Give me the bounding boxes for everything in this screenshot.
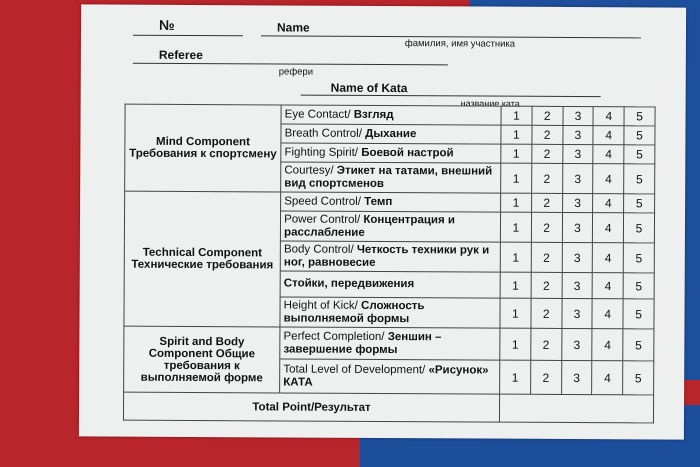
- score-cell[interactable]: 1: [501, 144, 532, 163]
- criterion-label: Total Level of Development/ «Рисунок» КАТА: [280, 359, 500, 394]
- score-cell[interactable]: 5: [624, 126, 655, 145]
- criterion-label: Perfect Completion/ Зеншин – завершение формы: [280, 327, 500, 360]
- score-cell[interactable]: 2: [532, 106, 563, 125]
- score-cell[interactable]: 3: [562, 193, 593, 212]
- score-cell[interactable]: 2: [531, 193, 562, 212]
- score-cell[interactable]: 1: [500, 272, 531, 298]
- score-cell[interactable]: 5: [624, 213, 655, 243]
- score-cell[interactable]: 1: [501, 163, 532, 193]
- score-cell[interactable]: 2: [530, 360, 561, 394]
- group-spirit-body: Spirit and Body Component Общие требования к выполняемой форме: [124, 326, 280, 393]
- score-cell[interactable]: 3: [561, 360, 592, 394]
- group-mind: Mind Component Требования к спортсмену: [125, 104, 282, 192]
- score-cell[interactable]: 2: [531, 212, 562, 242]
- score-cell[interactable]: 3: [562, 144, 593, 163]
- total-value-cell[interactable]: [499, 394, 653, 423]
- criterion-label: Breath Control/ Дыхание: [281, 124, 501, 144]
- score-cell[interactable]: 5: [623, 329, 654, 361]
- score-cell[interactable]: 5: [623, 243, 654, 273]
- score-cell[interactable]: 1: [500, 328, 531, 360]
- score-cell[interactable]: 4: [592, 329, 623, 361]
- score-cell[interactable]: 2: [532, 125, 563, 144]
- score-cell[interactable]: 4: [592, 273, 623, 299]
- referee-subtitle: рефери: [278, 66, 314, 78]
- score-sheet: [79, 4, 686, 439]
- kata-line: [301, 95, 601, 98]
- criterion-label: Fighting Spirit/ Боевой настрой: [281, 143, 501, 163]
- table-row: [125, 104, 655, 126]
- score-cell[interactable]: 2: [531, 298, 562, 328]
- table-row: [125, 191, 655, 213]
- kata-subtitle: название ката: [460, 98, 520, 109]
- score-cell[interactable]: 1: [500, 360, 531, 394]
- criterion-label: Power Control/ Концентрация и расслабление: [281, 211, 501, 242]
- score-cell[interactable]: 2: [531, 242, 562, 272]
- score-cell[interactable]: 2: [532, 144, 563, 163]
- kata-label: Name of Kata: [330, 80, 408, 96]
- total-label: Total Point/Результат: [123, 392, 499, 422]
- criterion-label: Body Control/ Четкость техники рук и ног, равновесие: [280, 241, 500, 272]
- score-cell[interactable]: 3: [562, 298, 593, 328]
- table-row: [124, 326, 654, 361]
- referee-line: [133, 63, 448, 66]
- score-cell[interactable]: 5: [624, 194, 655, 213]
- score-cell[interactable]: 3: [562, 163, 593, 193]
- criterion-label: Courtesy/ Этикет на татами, внешний вид спортсменов: [281, 162, 501, 193]
- score-cell[interactable]: 3: [562, 125, 593, 144]
- criterion-label: Стойки, передвижения: [280, 271, 500, 298]
- referee-label: Referee: [158, 47, 203, 63]
- score-cell[interactable]: 5: [624, 145, 655, 164]
- number-line: [133, 35, 243, 37]
- criterion-label: Eye Contact/ Взгляд: [281, 105, 501, 125]
- score-cell[interactable]: 4: [593, 126, 624, 145]
- table-row: [123, 392, 653, 423]
- criterion-label: Speed Control/ Темп: [281, 192, 501, 212]
- score-cell[interactable]: 3: [562, 212, 593, 242]
- score-cell[interactable]: 3: [561, 328, 592, 360]
- score-cell[interactable]: 3: [563, 106, 594, 125]
- score-cell[interactable]: 2: [531, 163, 562, 193]
- score-cell[interactable]: 4: [592, 299, 623, 329]
- score-cell[interactable]: 5: [624, 107, 655, 126]
- criterion-label: Height of Kick/ Сложность выполняемой формы: [280, 297, 500, 328]
- score-cell[interactable]: 4: [593, 194, 624, 213]
- score-cell[interactable]: 1: [501, 125, 532, 144]
- score-cell[interactable]: 1: [500, 298, 531, 328]
- score-cell[interactable]: 4: [593, 164, 624, 194]
- score-cell[interactable]: 5: [623, 273, 654, 299]
- score-cell[interactable]: 2: [531, 272, 562, 298]
- score-cell[interactable]: 3: [562, 242, 593, 272]
- score-cell[interactable]: 2: [531, 328, 562, 360]
- score-cell[interactable]: 5: [623, 361, 654, 395]
- score-cell[interactable]: 1: [501, 193, 532, 212]
- score-cell[interactable]: 5: [624, 164, 655, 194]
- score-cell[interactable]: 1: [501, 106, 532, 125]
- name-subtitle: фамилия, имя участника: [404, 38, 516, 50]
- score-cell[interactable]: 5: [623, 299, 654, 329]
- score-table: [123, 104, 656, 424]
- name-label: Name: [276, 20, 310, 35]
- score-cell[interactable]: 1: [500, 212, 531, 242]
- score-cell[interactable]: 1: [500, 242, 531, 272]
- score-cell[interactable]: 4: [593, 243, 624, 273]
- score-cell[interactable]: 4: [593, 107, 624, 126]
- score-cell[interactable]: 4: [593, 145, 624, 164]
- score-cell[interactable]: 3: [562, 272, 593, 298]
- group-technical: Technical Component Технические требования: [124, 191, 281, 327]
- number-label: №: [158, 16, 175, 33]
- score-cell[interactable]: 4: [593, 213, 624, 243]
- score-cell[interactable]: 4: [592, 361, 623, 395]
